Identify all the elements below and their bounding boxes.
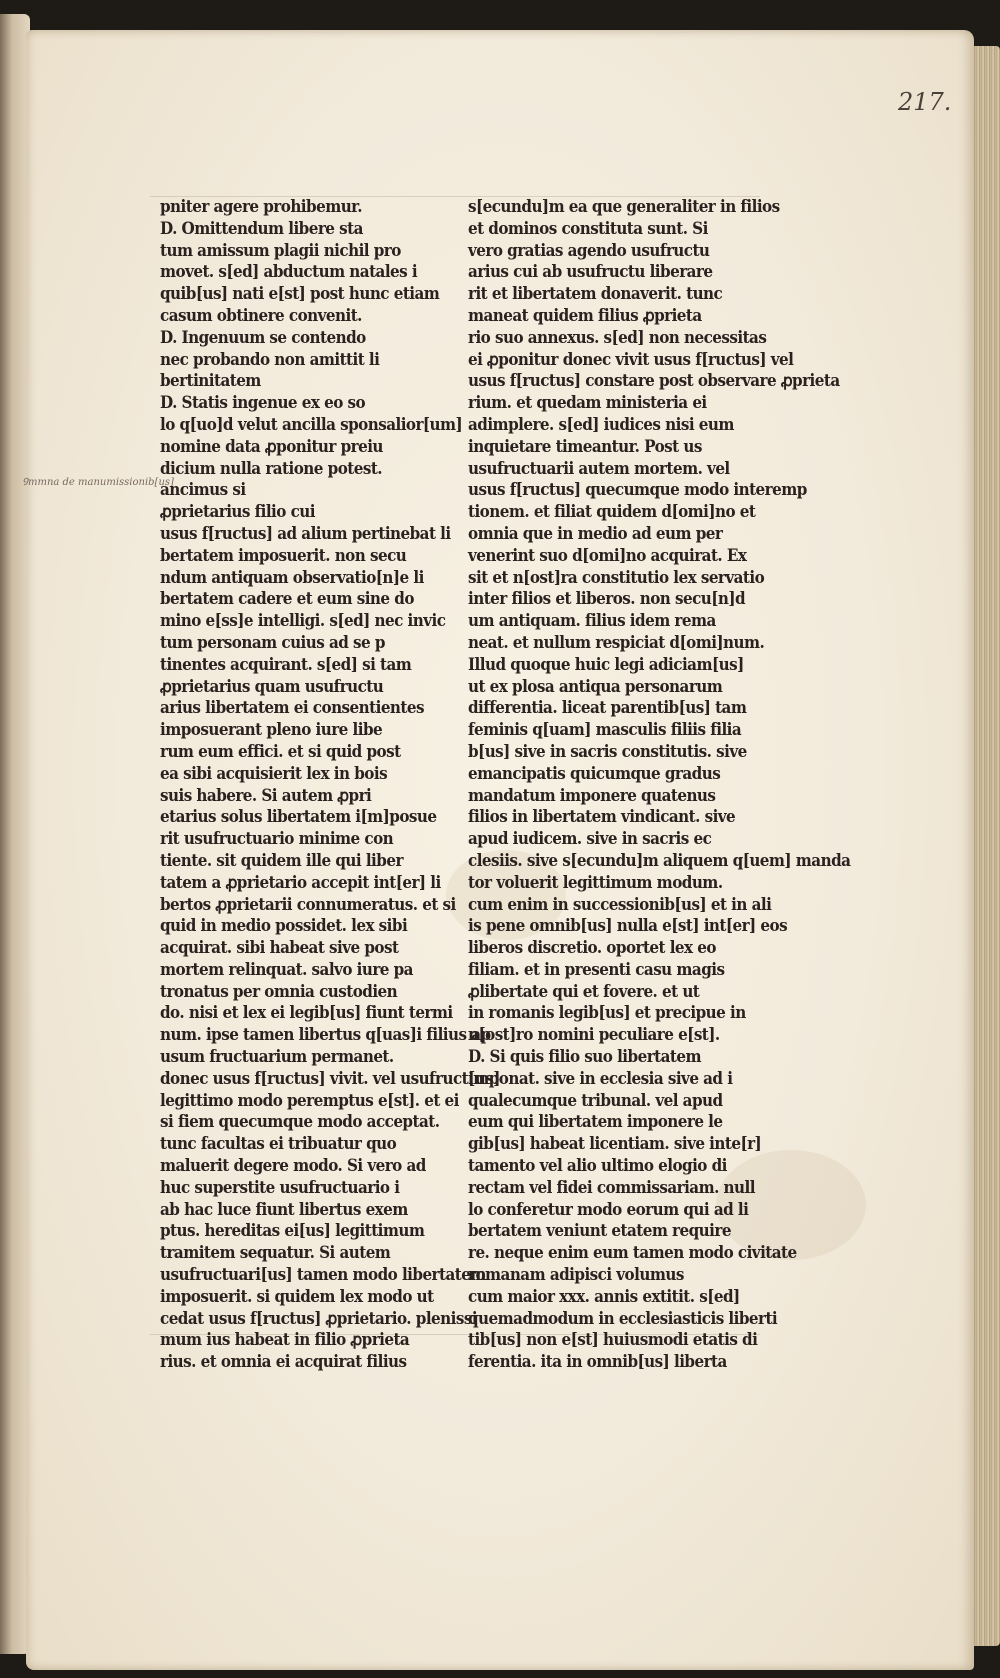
text-line: D. Si quis filio suo libertatem xyxy=(468,1047,701,1067)
text-line: legittimo modo peremptus e[st]. et ei xyxy=(160,1090,459,1110)
text-line: nomine data ꝓponitur preiu xyxy=(160,436,383,456)
text-line: b[us] sive in sacris constitutis. sive xyxy=(468,741,747,761)
text-line: quemadmodum in ecclesiasticis liberti xyxy=(468,1308,778,1328)
text-line: tramitem sequatur. Si autem xyxy=(160,1243,391,1263)
text-line: usus f[ructus] ad alium pertinebat li xyxy=(160,523,451,543)
margin-note: Ꝯmmna de manumissionib[us] xyxy=(22,477,174,488)
text-line: adimplere. s[ed] iudices nisi eum xyxy=(468,414,734,434)
text-line: lo conferetur modo eorum qui ad li xyxy=(468,1199,749,1219)
text-line: gib[us] habeat licentiam. sive inte[r] xyxy=(468,1134,762,1154)
text-line: ab hac luce fiunt libertus exem xyxy=(160,1199,408,1219)
text-line: neat. et nullum respiciat d[omi]num. xyxy=(468,632,765,652)
text-line: tronatus per omnia custodien xyxy=(160,981,398,1001)
text-line: in romanis legib[us] et precipue in xyxy=(468,1003,746,1023)
text-line: rit et libertatem donaverit. tunc xyxy=(468,284,723,304)
text-line: rit usufructuario minime con xyxy=(160,829,394,849)
text-line: clesiis. sive s[ecundu]m aliquem q[uem] manda xyxy=(468,850,851,870)
text-column-left xyxy=(160,196,500,1373)
text-line: quid in medio possidet. lex sibi xyxy=(160,916,408,936)
text-line: mino e[ss]e intelligi. s[ed] nec invic xyxy=(160,611,446,631)
text-line: is pene omnib[us] nulla e[st] int[er] eos xyxy=(468,916,788,936)
text-line: donec usus f[ructus] vivit. vel usufruct[us] xyxy=(160,1068,500,1088)
text-line: rius. et omnia ei acquirat filius xyxy=(160,1352,407,1372)
text-line: eum qui libertatem imponere le xyxy=(468,1112,723,1132)
text-line: usum fructuarium permanet. xyxy=(160,1047,394,1067)
text-line: ndum antiquam observatio[n]e li xyxy=(160,567,424,587)
text-line: vero gratias agendo usufructu xyxy=(468,240,710,260)
text-line: casum obtinere convenit. xyxy=(160,305,362,325)
text-line: mum ius habeat in filio ꝓprieta xyxy=(160,1330,410,1350)
text-line: usus f[ructus] quecumque modo interemp xyxy=(468,480,807,500)
text-line: Illud quoque huic legi adiciam[us] xyxy=(468,654,744,674)
text-line: D. Omittendum libere sta xyxy=(160,218,363,238)
text-line: huc superstite usufructuario i xyxy=(160,1177,400,1197)
text-line: D. Statis ingenue ex eo so xyxy=(160,393,366,413)
text-line: do. nisi et lex ei legib[us] fiunt termi xyxy=(160,1003,453,1023)
text-line: bertatem veniunt etatem require xyxy=(468,1221,731,1241)
text-line: tunc facultas ei tribuatur quo xyxy=(160,1134,397,1154)
text-line: movet. s[ed] abductum natales i xyxy=(160,262,418,282)
text-line: mandatum imponere quatenus xyxy=(468,785,716,805)
text-line: cum maior xxx. annis extitit. s[ed] xyxy=(468,1286,740,1306)
text-line: usufructuarii autem mortem. vel xyxy=(468,458,730,478)
text-line: maluerit degere modo. Si vero ad xyxy=(160,1156,426,1176)
text-line: cedat usus f[ructus] ꝓprietario. plenissi xyxy=(160,1308,478,1328)
text-line: usufructuari[us] tamen modo libertatem xyxy=(160,1265,486,1285)
text-line: filios in libertatem vindicant. sive xyxy=(468,807,736,827)
text-line: arius cui ab usufructu liberare xyxy=(468,262,713,282)
text-line: D. Ingenuum se contendo xyxy=(160,327,366,347)
text-line: ancimus si xyxy=(160,480,246,500)
text-line: feminis q[uam] masculis filiis filia xyxy=(468,720,742,740)
text-line: num. ipse tamen libertus q[uas]i filius ap xyxy=(160,1025,491,1045)
text-line: tamento vel alio ultimo elogio di xyxy=(468,1156,727,1176)
text-line: arius libertatem ei consentientes xyxy=(160,698,424,718)
text-line: mortem relinquat. salvo iure pa xyxy=(160,959,413,979)
text-line: ꝓprietarius quam usufructu xyxy=(160,676,384,696)
text-line: imposuerit. si quidem lex modo ut xyxy=(160,1286,434,1306)
text-line: imposuerant pleno iure libe xyxy=(160,720,383,740)
text-line: tum personam cuius ad se p xyxy=(160,632,385,652)
text-line: rum eum effici. et si quid post xyxy=(160,741,401,761)
text-line: cum enim in successionib[us] et in ali xyxy=(468,894,772,914)
text-line: etarius solus libertatem i[m]posue xyxy=(160,807,437,827)
text-column-right xyxy=(468,196,851,1373)
text-line: tionem. et filiat quidem d[omi]no et xyxy=(468,502,756,522)
text-line: ꝓprietarius filio cui xyxy=(160,502,315,522)
text-line: suis habere. Si autem ꝓpri xyxy=(160,785,372,805)
text-line: sit et n[ost]ra constitutio lex servatio xyxy=(468,567,765,587)
text-line: inquietare timeantur. Post us xyxy=(468,436,702,456)
text-line: maneat quidem filius ꝓprieta xyxy=(468,305,702,325)
text-line: qualecumque tribunal. vel apud xyxy=(468,1090,723,1110)
text-line: bertatem cadere et eum sine do xyxy=(160,589,414,609)
text-line: imponat. sive in ecclesia sive ad i xyxy=(468,1068,733,1088)
text-line: ptus. hereditas ei[us] legittimum xyxy=(160,1221,425,1241)
text-line: apud iudicem. sive in sacris ec xyxy=(468,829,712,849)
text-line: pniter agere prohibemur. xyxy=(160,197,362,216)
text-line: um antiquam. filius idem rema xyxy=(468,611,716,631)
text-line: filiam. et in presenti casu magis xyxy=(468,959,725,979)
text-line: rium. et quedam ministeria ei xyxy=(468,393,707,413)
text-line: tatem a ꝓprietario accepit int[er] li xyxy=(160,872,441,892)
text-line: rectam vel fidei commissariam. null xyxy=(468,1177,755,1197)
text-line: et dominos constituta sunt. Si xyxy=(468,218,708,238)
folio-number: 217. xyxy=(898,88,952,116)
text-line: acquirat. sibi habeat sive post xyxy=(160,938,399,958)
text-line: inter filios et liberos. non secu[n]d xyxy=(468,589,746,609)
text-line: quib[us] nati e[st] post hunc etiam xyxy=(160,284,440,304)
text-line: bertos ꝓprietarii connumeratus. et si xyxy=(160,894,456,914)
text-line: tiente. sit quidem ille qui liber xyxy=(160,850,403,870)
text-line: venerint suo d[omi]no acquirat. Ex xyxy=(468,545,747,565)
text-line: emancipatis quicumque gradus xyxy=(468,763,721,783)
text-line: usus f[ructus] constare post observare ꝓprieta xyxy=(468,371,840,391)
text-line: rio suo annexus. s[ed] non necessitas xyxy=(468,327,767,347)
text-line: romanam adipisci volumus xyxy=(468,1265,684,1285)
text-line: ferentia. ita in omnib[us] liberta xyxy=(468,1352,727,1372)
text-line: ei ꝓponitur donec vivit usus f[ructus] vel xyxy=(468,349,794,369)
text-line: tum amissum plagii nichil pro xyxy=(160,240,401,260)
text-line: si fiem quecumque modo acceptat. xyxy=(160,1112,440,1132)
text-line: ut ex plosa antiqua personarum xyxy=(468,676,723,696)
text-line: ea sibi acquisierit lex in bois xyxy=(160,763,388,783)
text-line: s[ecundu]m ea que generaliter in filios xyxy=(468,197,780,216)
text-line: bertatem imposuerit. non secu xyxy=(160,545,407,565)
text-line: n[ost]ro nomini peculiare e[st]. xyxy=(468,1025,720,1045)
text-line: tinentes acquirant. s[ed] si tam xyxy=(160,654,412,674)
text-line: differentia. liceat parentib[us] tam xyxy=(468,698,747,718)
text-line: lo q[uo]d velut ancilla sponsalior[um] xyxy=(160,414,463,434)
text-line: omnia que in medio ad eum per xyxy=(468,523,723,543)
text-line: liberos discretio. oportet lex eo xyxy=(468,938,716,958)
text-line: dicium nulla ratione potest. xyxy=(160,458,383,478)
text-line: ꝓlibertate qui et fovere. et ut xyxy=(468,981,700,1001)
text-line: tor voluerit legittimum modum. xyxy=(468,872,723,892)
text-line: nec probando non amittit li xyxy=(160,349,380,369)
text-line: re. neque enim eum tamen modo civitate xyxy=(468,1243,797,1263)
text-line: bertinitatem xyxy=(160,371,261,391)
text-line: tib[us] non e[st] huiusmodi etatis di xyxy=(468,1330,758,1350)
